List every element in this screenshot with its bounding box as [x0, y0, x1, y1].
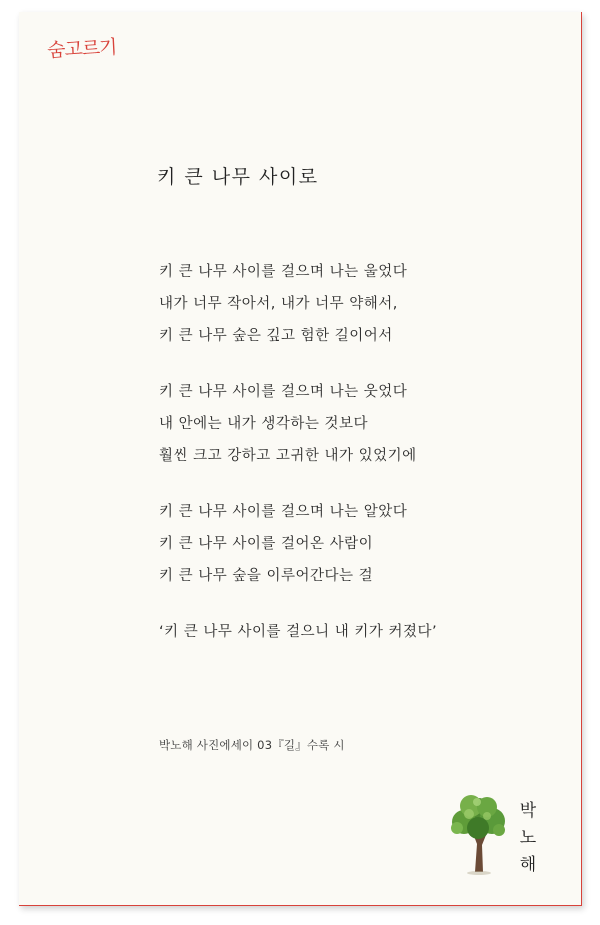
poem-title: 키 큰 나무 사이로: [157, 166, 319, 188]
source-credit: 박노해 사진에세이 03『길』수록 시: [159, 738, 345, 752]
signature-char: 박: [519, 801, 537, 821]
stanza: [159, 616, 559, 648]
poem-line: 키 큰 나무 숲을 이루어간다는 걸: [159, 568, 374, 584]
poem-line: 키 큰 나무 숲은 깊고 험한 길이어서: [159, 328, 393, 344]
stanza: [159, 496, 559, 592]
tree-icon: [447, 792, 509, 877]
signature-char: 노: [519, 828, 537, 848]
stanza: [159, 376, 559, 472]
tree-canopy: [451, 795, 505, 839]
brand-logo: 숨고르기: [46, 36, 118, 62]
poem-line: 키 큰 나무 사이를 걸으며 나는 울었다: [159, 264, 408, 280]
stanza: [159, 256, 559, 352]
poem-line: 내 안에는 내가 생각하는 것보다: [159, 416, 369, 432]
poem-closing-line: ‘키 큰 나무 사이를 걸으니 내 키가 커졌다’: [159, 624, 438, 640]
signature-char: 해: [519, 855, 537, 875]
poem-line: 훨씬 크고 강하고 고귀한 내가 있었기에: [159, 448, 417, 464]
poem-line: 키 큰 나무 사이를 걸으며 나는 알았다: [159, 504, 408, 520]
poem-line: 키 큰 나무 사이를 걸으며 나는 웃었다: [159, 384, 408, 400]
poem-line: 내가 너무 작아서, 내가 너무 약해서,: [159, 296, 398, 312]
poem-line: 키 큰 나무 사이를 걸어온 사람이: [159, 536, 374, 552]
poem-body: [159, 256, 559, 672]
author-signature: [516, 798, 540, 879]
poem-card: [19, 12, 582, 906]
